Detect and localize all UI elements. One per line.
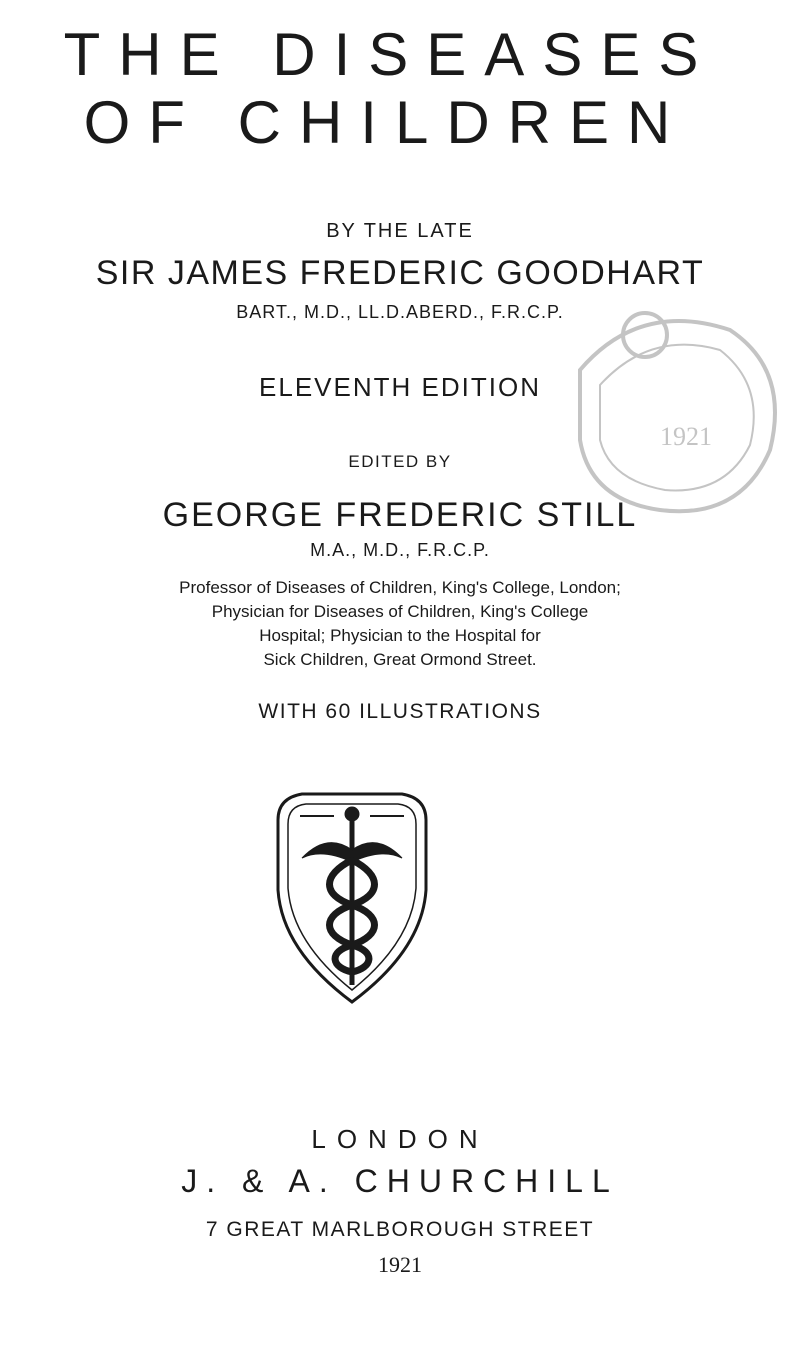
editor-name: GEORGE FREDERIC STILL: [162, 496, 638, 534]
affiliation-line: Hospital; Physician to the Hospital for: [259, 626, 541, 645]
imprint-publisher: J. & A. CHURCHILL: [181, 1163, 619, 1199]
book-title-line-2: OF CHILDREN: [83, 89, 689, 156]
illustrations-note: WITH 60 ILLUSTRATIONS: [258, 700, 542, 723]
edited-by: EDITED BY: [348, 452, 452, 471]
author-degrees: BART., M.D., LL.D.ABERD., F.R.C.P.: [236, 302, 564, 322]
imprint-city: LONDON: [311, 1124, 489, 1154]
author-name: SIR JAMES FREDERIC GOODHART: [95, 254, 705, 292]
imprint-year: 1921: [378, 1252, 422, 1277]
edition: ELEVENTH EDITION: [259, 372, 541, 402]
book-title-line-1: THE DISEASES: [63, 21, 717, 88]
byline: BY THE LATE: [326, 220, 474, 242]
affiliation-line: Professor of Diseases of Children, King's College, London;: [179, 578, 621, 597]
stamp-year: 1921: [660, 422, 712, 451]
affiliation-line: Physician for Diseases of Children, King's College: [211, 602, 589, 621]
imprint-address: 7 GREAT MARLBOROUGH STREET: [205, 1218, 595, 1241]
affiliation-line: Sick Children, Great Ormond Street.: [263, 650, 537, 669]
editor-degrees: M.A., M.D., F.R.C.P.: [310, 540, 490, 560]
library-stamp-icon: [470, 290, 800, 550]
caduceus-shield-icon: [272, 780, 432, 1006]
editor-affiliation: [0, 576, 800, 672]
